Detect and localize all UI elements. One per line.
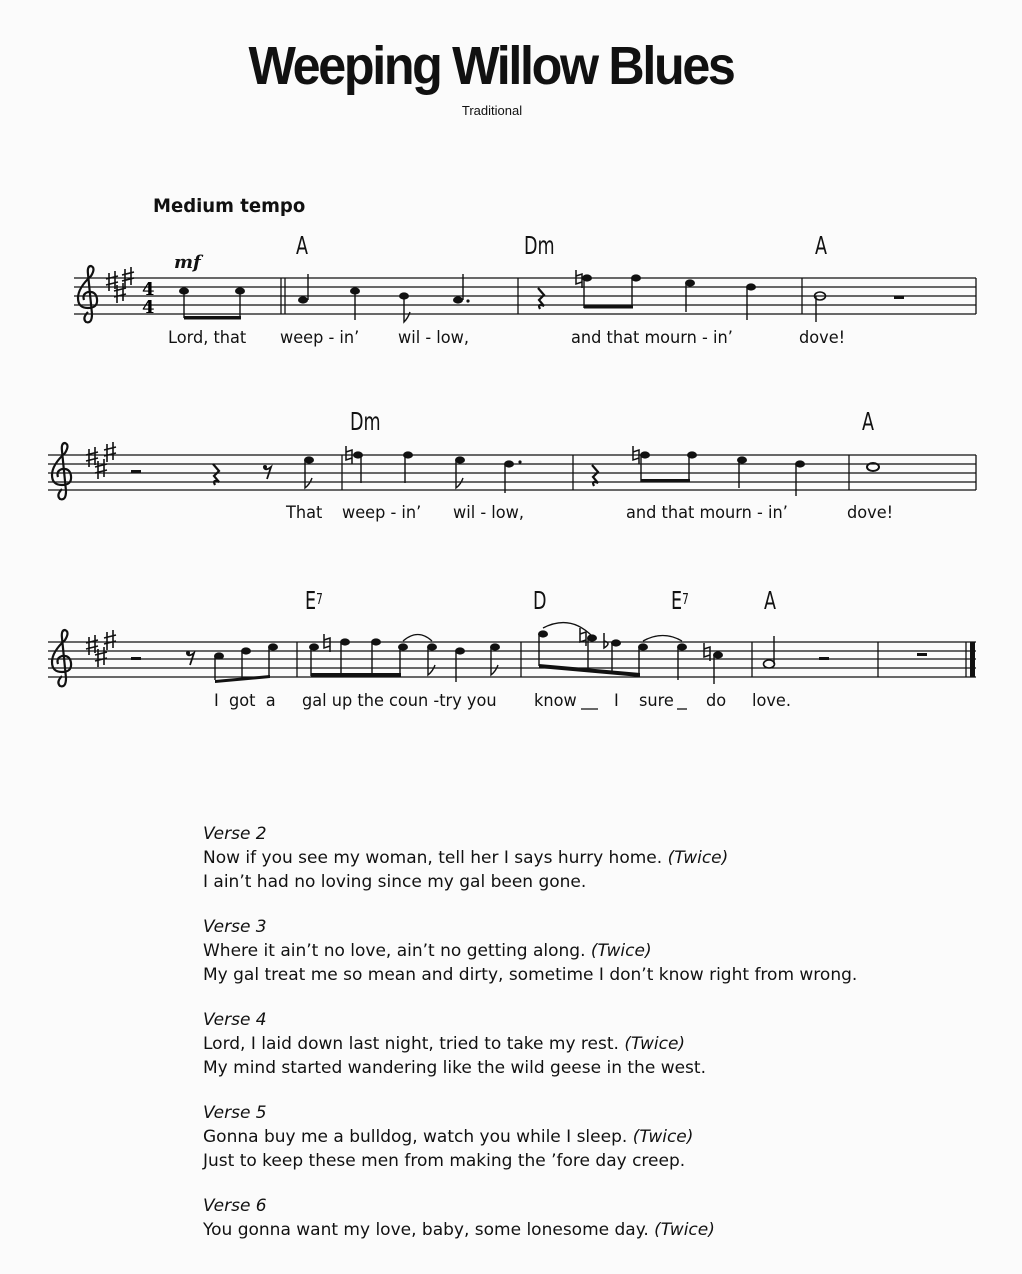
verse-3 — [203, 915, 857, 987]
lyric-syllable: and that mourn - in’ — [626, 503, 788, 523]
lyric-syllable: do — [706, 691, 727, 711]
verse-line: Now if you see my woman, tell her I says hurry home. (Twice) — [203, 848, 729, 868]
chord-symbol: A — [815, 231, 828, 260]
lyric-syllable: dove! — [799, 328, 846, 348]
dynamic-marking: mf — [174, 252, 201, 273]
chord-symbol: Dm — [350, 407, 381, 436]
lyric-syllable: gal up the coun -try you — [302, 691, 497, 711]
verse-line: Just to keep these men from making the ’fore day creep. — [203, 1151, 686, 1171]
lyric-syllable: That — [286, 503, 323, 523]
additional-verses — [203, 822, 857, 1263]
verse-line: Gonna buy me a bulldog, watch you while I sleep. (Twice) — [203, 1127, 694, 1147]
lyric-syllable: love. — [752, 691, 792, 711]
chord-symbol: Dm — [524, 231, 555, 260]
chord-symbol: D — [533, 586, 547, 615]
verse-label: Verse 2 — [203, 824, 267, 844]
chord-symbol: A — [296, 231, 309, 260]
verse-line: Where it ain’t no love, ain’t no getting along. (Twice) — [203, 941, 652, 961]
lyric-syllable: weep - in’ — [280, 328, 360, 348]
verse-label: Verse 6 — [203, 1196, 267, 1216]
svg-text:4: 4 — [142, 279, 155, 300]
verse-4 — [203, 1008, 857, 1080]
tempo-marking: Medium tempo — [153, 195, 306, 217]
lyric-syllable: wil - low, — [453, 503, 524, 523]
verse-6 — [203, 1194, 857, 1242]
chord-symbol: $E^7$ — [305, 586, 323, 615]
staff-system-1 — [74, 266, 976, 322]
verse-2 — [203, 822, 857, 894]
staff-system-3 — [48, 623, 976, 709]
chord-symbol: $E^7$ — [671, 586, 689, 615]
chord-symbol: A — [764, 586, 777, 615]
lyric-syllable: dove! — [847, 503, 894, 523]
lyric-syllable: Lord, that — [168, 328, 247, 348]
verse-label: Verse 5 — [203, 1103, 267, 1123]
song-title: Weeping Willow Blues — [248, 36, 734, 96]
verse-line: Lord, I laid down last night, tried to take my rest. (Twice) — [203, 1034, 686, 1054]
verse-label: Verse 4 — [203, 1010, 267, 1030]
lyric-syllable: know — [534, 691, 577, 711]
lyric-syllable: I got a — [214, 691, 276, 711]
lyric-syllable: weep - in’ — [342, 503, 422, 523]
svg-text:4: 4 — [142, 297, 155, 318]
verse-line: I ain’t had no loving since my gal been gone. — [203, 872, 587, 892]
verse-line: My gal treat me so mean and dirty, sometime I don’t know right from wrong. — [203, 965, 858, 985]
staff-system-2 — [48, 442, 976, 499]
verse-5 — [203, 1101, 857, 1173]
lyric-syllable: and that mourn - in’ — [571, 328, 733, 348]
composer-credit: Traditional — [461, 103, 523, 118]
verse-line: You gonna want my love, baby, some lonesome day. (Twice) — [203, 1220, 715, 1240]
chord-symbol: A — [862, 407, 875, 436]
lyric-syllable: wil - low, — [398, 328, 469, 348]
verse-label: Verse 3 — [203, 917, 267, 937]
lyric-syllable: I — [614, 691, 619, 711]
lyric-syllable: sure — [639, 691, 674, 711]
verse-line: My mind started wandering like the wild geese in the west. — [203, 1058, 706, 1078]
